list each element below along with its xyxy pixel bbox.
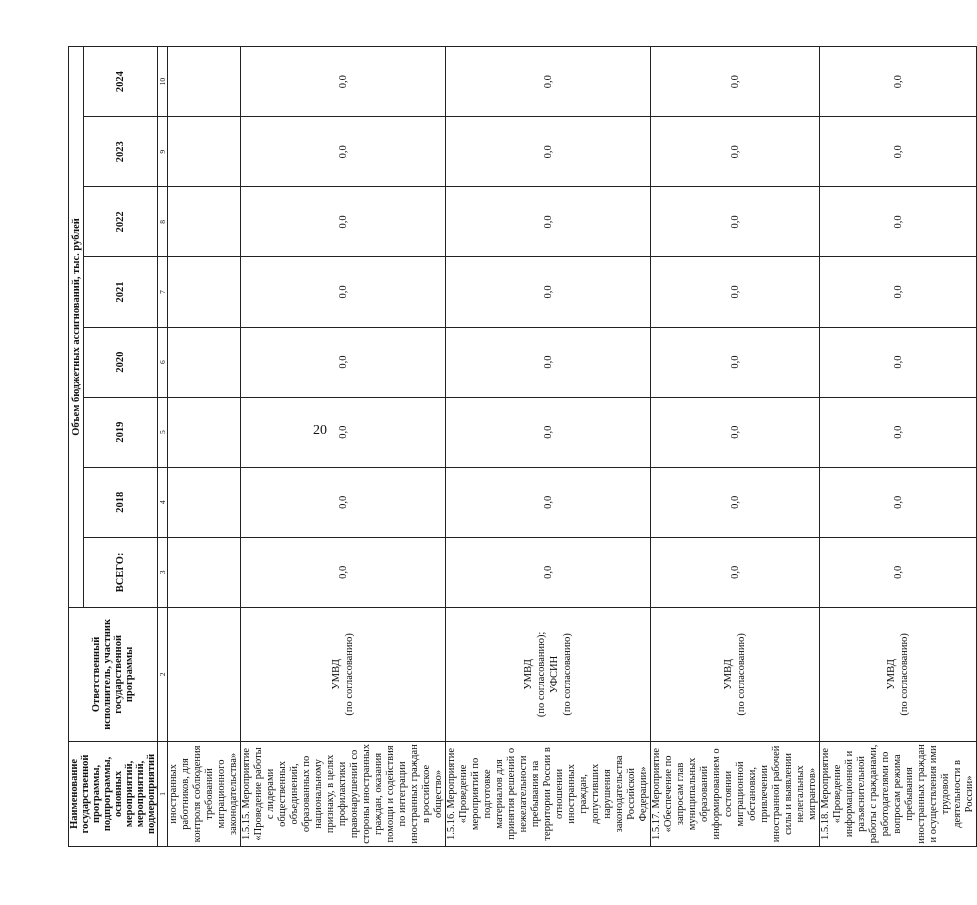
row-total-value: 0,0	[651, 537, 820, 607]
table-row	[820, 47, 977, 847]
row-year-value: 0,0	[651, 257, 820, 327]
row-year-value: 0,0	[651, 467, 820, 537]
column-number: 9	[158, 117, 168, 187]
executor-line: УМВД	[886, 659, 897, 690]
column-number: 1	[158, 741, 168, 846]
row-year-value: 0,0	[446, 327, 651, 397]
row-year-value: 0,0	[241, 327, 446, 397]
row-executor	[651, 607, 820, 741]
row-year-value: 0,0	[446, 117, 651, 187]
row-year-value: 0,0	[820, 467, 977, 537]
header-year: 2018	[84, 467, 158, 537]
executor-line: (по согласованию)	[562, 633, 573, 716]
row-year-value: 0,0	[446, 397, 651, 467]
row-year-value: 0,0	[651, 117, 820, 187]
row-year-value: 0,0	[241, 397, 446, 467]
row-year-value: 0,0	[651, 187, 820, 257]
row-total-value: 0,0	[820, 537, 977, 607]
row-year-value: 0,0	[651, 47, 820, 117]
header-row-1	[69, 47, 84, 847]
row-executor	[241, 607, 446, 741]
row-total-value: 0,0	[446, 537, 651, 607]
column-number: 3	[158, 537, 168, 607]
row-name: иностранных работников, для контроля соблюдения требований миграционного законодательства»	[168, 741, 241, 846]
row-year-value: 0,0	[446, 187, 651, 257]
column-number: 10	[158, 47, 168, 117]
row-year-value	[168, 187, 241, 257]
row-year-value: 0,0	[820, 257, 977, 327]
row-year-value	[168, 467, 241, 537]
executor-line: (по согласованию)	[899, 633, 910, 716]
row-year-value	[168, 397, 241, 467]
row-name: 1.5.17. Мероприятие «Обеспечение по запросам глав муниципальных образований информированием о состоянии миграционной обстановки, привлечении иностранной рабочей силы и выявлении нелегальных мигрантов»	[651, 741, 820, 846]
row-year-value	[168, 327, 241, 397]
executor-line: УМВД	[331, 659, 342, 690]
table-row	[241, 47, 446, 847]
budget-table-rotated	[68, 46, 975, 847]
row-year-value: 0,0	[241, 257, 446, 327]
row-year-value: 0,0	[651, 327, 820, 397]
column-number: 7	[158, 257, 168, 327]
row-year-value: 0,0	[820, 47, 977, 117]
header-year: 2023	[84, 117, 158, 187]
executor-line: (по согласованию)	[736, 633, 747, 716]
row-year-value	[168, 47, 241, 117]
row-year-value: 0,0	[820, 327, 977, 397]
executor-line: УМВД	[523, 659, 534, 690]
executor-line: (по согласованию);	[536, 631, 547, 718]
row-name: 1.5.15. Мероприятие «Проведение работы с лидерами общественных объединений, образованных по национальному признаку, в целях профилактики правонарушений со стороны иностранных граждан, оказания помощи и содействия по интеграции иностранных граждан в российское общество»	[241, 741, 446, 846]
row-name: 1.5.16. Мероприятие «Проведение мероприятий по подготовке материалов для принятия решений о нежелательности пребывания на территории России в отношении иностранных граждан, допустивших нарушения законодательства Российской Федерации»	[446, 741, 651, 846]
header-total: ВСЕГО:	[84, 537, 158, 607]
header-year: 2020	[84, 327, 158, 397]
row-year-value: 0,0	[241, 117, 446, 187]
row-year-value: 0,0	[820, 117, 977, 187]
row-year-value: 0,0	[820, 397, 977, 467]
header-executor: Ответственный исполнитель, участник государственной программы	[69, 607, 158, 741]
column-number: 8	[158, 187, 168, 257]
budget-table	[68, 46, 977, 847]
column-number-row	[158, 47, 168, 847]
header-year: 2021	[84, 257, 158, 327]
row-executor	[168, 607, 241, 741]
table-row	[651, 47, 820, 847]
column-number: 2	[158, 607, 168, 741]
column-number: 5	[158, 397, 168, 467]
column-number: 4	[158, 467, 168, 537]
header-budget: Объем бюджетных ассигнований, тыс. рублей	[69, 47, 84, 608]
row-year-value: 0,0	[241, 467, 446, 537]
row-year-value	[168, 257, 241, 327]
header-name: Наименование государственной программы, подпрограммы, основных мероприятий, мероприятий, подмероприятий	[69, 741, 158, 846]
executor-line: УФСИН	[549, 655, 560, 693]
table-row	[446, 47, 651, 847]
row-year-value: 0,0	[241, 47, 446, 117]
row-year-value: 0,0	[446, 257, 651, 327]
row-year-value	[168, 117, 241, 187]
column-number: 6	[158, 327, 168, 397]
page-number: 20	[313, 423, 327, 438]
row-year-value: 0,0	[241, 187, 446, 257]
table-row	[168, 47, 241, 847]
row-year-value: 0,0	[446, 467, 651, 537]
row-executor	[446, 607, 651, 741]
row-year-value: 0,0	[651, 397, 820, 467]
header-year: 2019	[84, 397, 158, 467]
row-year-value: 0,0	[446, 47, 651, 117]
row-name: 1.5.18. Мероприятие «Проведение информационной и разъяснительной работы с гражданами, работодателями по вопросам режима пребывания иностранных граждан и осуществления ими трудовой деятельности в России»	[820, 741, 977, 846]
header-year: 2024	[84, 47, 158, 117]
row-total-value: 0,0	[241, 537, 446, 607]
executor-line: УМВД	[723, 659, 734, 690]
row-year-value: 0,0	[820, 187, 977, 257]
row-total-value	[168, 537, 241, 607]
header-year: 2022	[84, 187, 158, 257]
executor-line: (по согласованию)	[344, 633, 355, 716]
row-executor	[820, 607, 977, 741]
